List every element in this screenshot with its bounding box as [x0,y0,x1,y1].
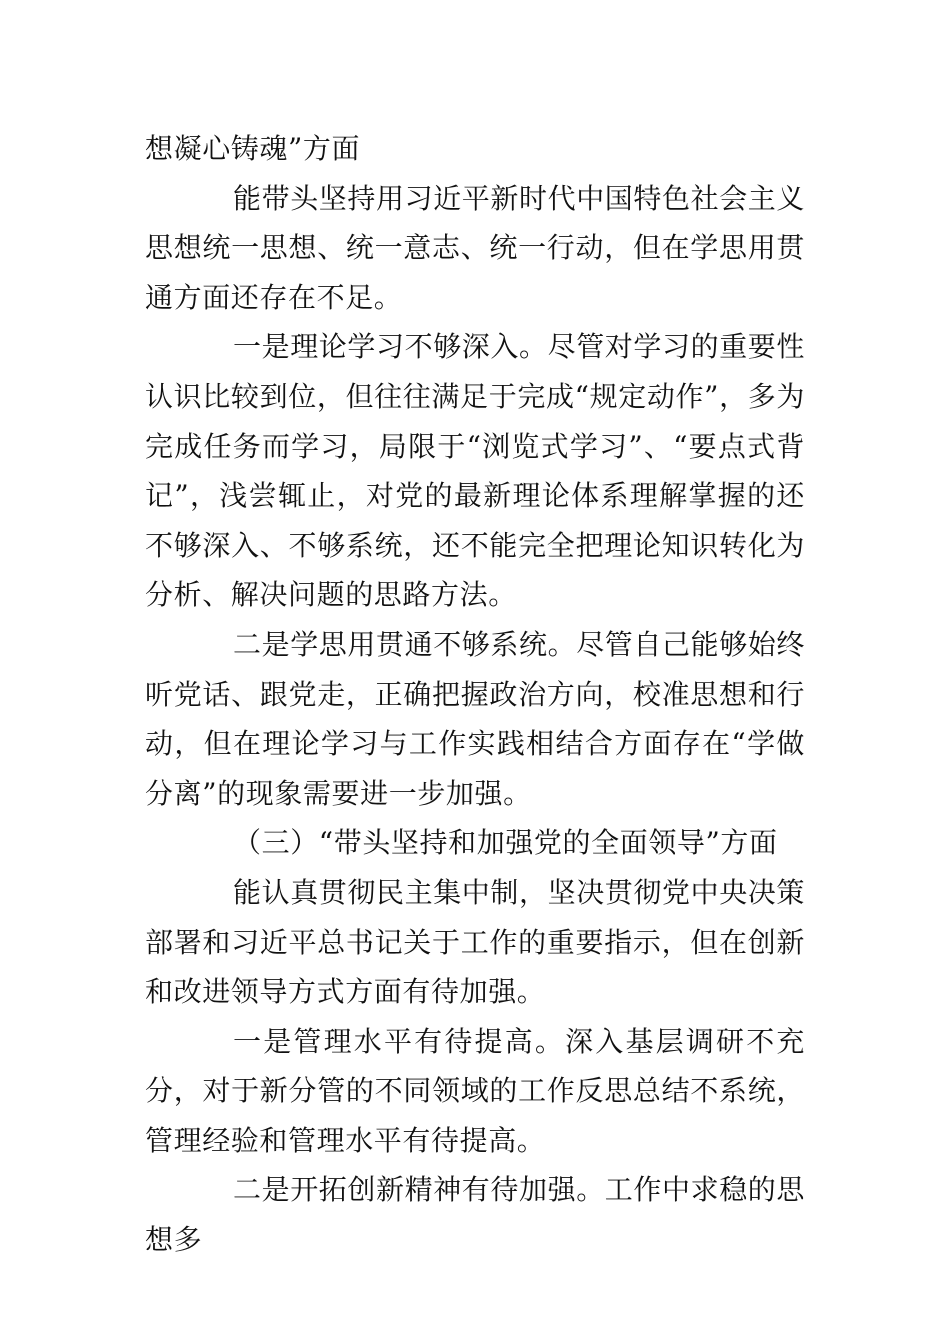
heading-continuation: 想凝心铸魂”方面 [145,132,361,165]
paragraph: 能带头坚持用习近平新时代中国特色社会主义思想统一思想、统一意志、统一行动，但在学思用贯通方面还存在不足。 [145,181,806,314]
paragraph: 一是管理水平有待提高。深入基层调研不充分，对于新分管的不同领域的工作反思总结不系统，管理经验和管理水平有待提高。 [145,1024,805,1157]
paragraph: 能认真贯彻民主集中制，坚决贯彻党中央决策部署和习近平总书记关于工作的重要指示，但在创新和改进领导方式方面有待加强。 [145,875,806,1009]
paragraph: 二是学思用贯通不够系统。尽管自己能够始终听党话、跟党走，正确把握政治方向，校准思想和行动，但在理论学习与工作实践相结合方面存在“学做分离”的现象需要进一步加强。 [145,627,806,810]
section-heading: （三）“带头坚持和加强党的全面领导”方面 [233,826,778,860]
document-body [145,124,805,1265]
paragraph: 二是开拓创新精神有待加强。工作中求稳的思想多 [145,1173,806,1257]
paragraph: 一是理论学习不够深入。尽管对学习的重要性认识比较到位，但往往满足于完成“规定动作”，多为完成任务而学习，局限于“浏览式学习”、“要点式背记”，浅尝辄止，对党的最新理论体系理解掌握的还不够深入、不够系统，还不能完全把理论知识转化为分析、解决问题的思路方法。 [145,330,806,612]
